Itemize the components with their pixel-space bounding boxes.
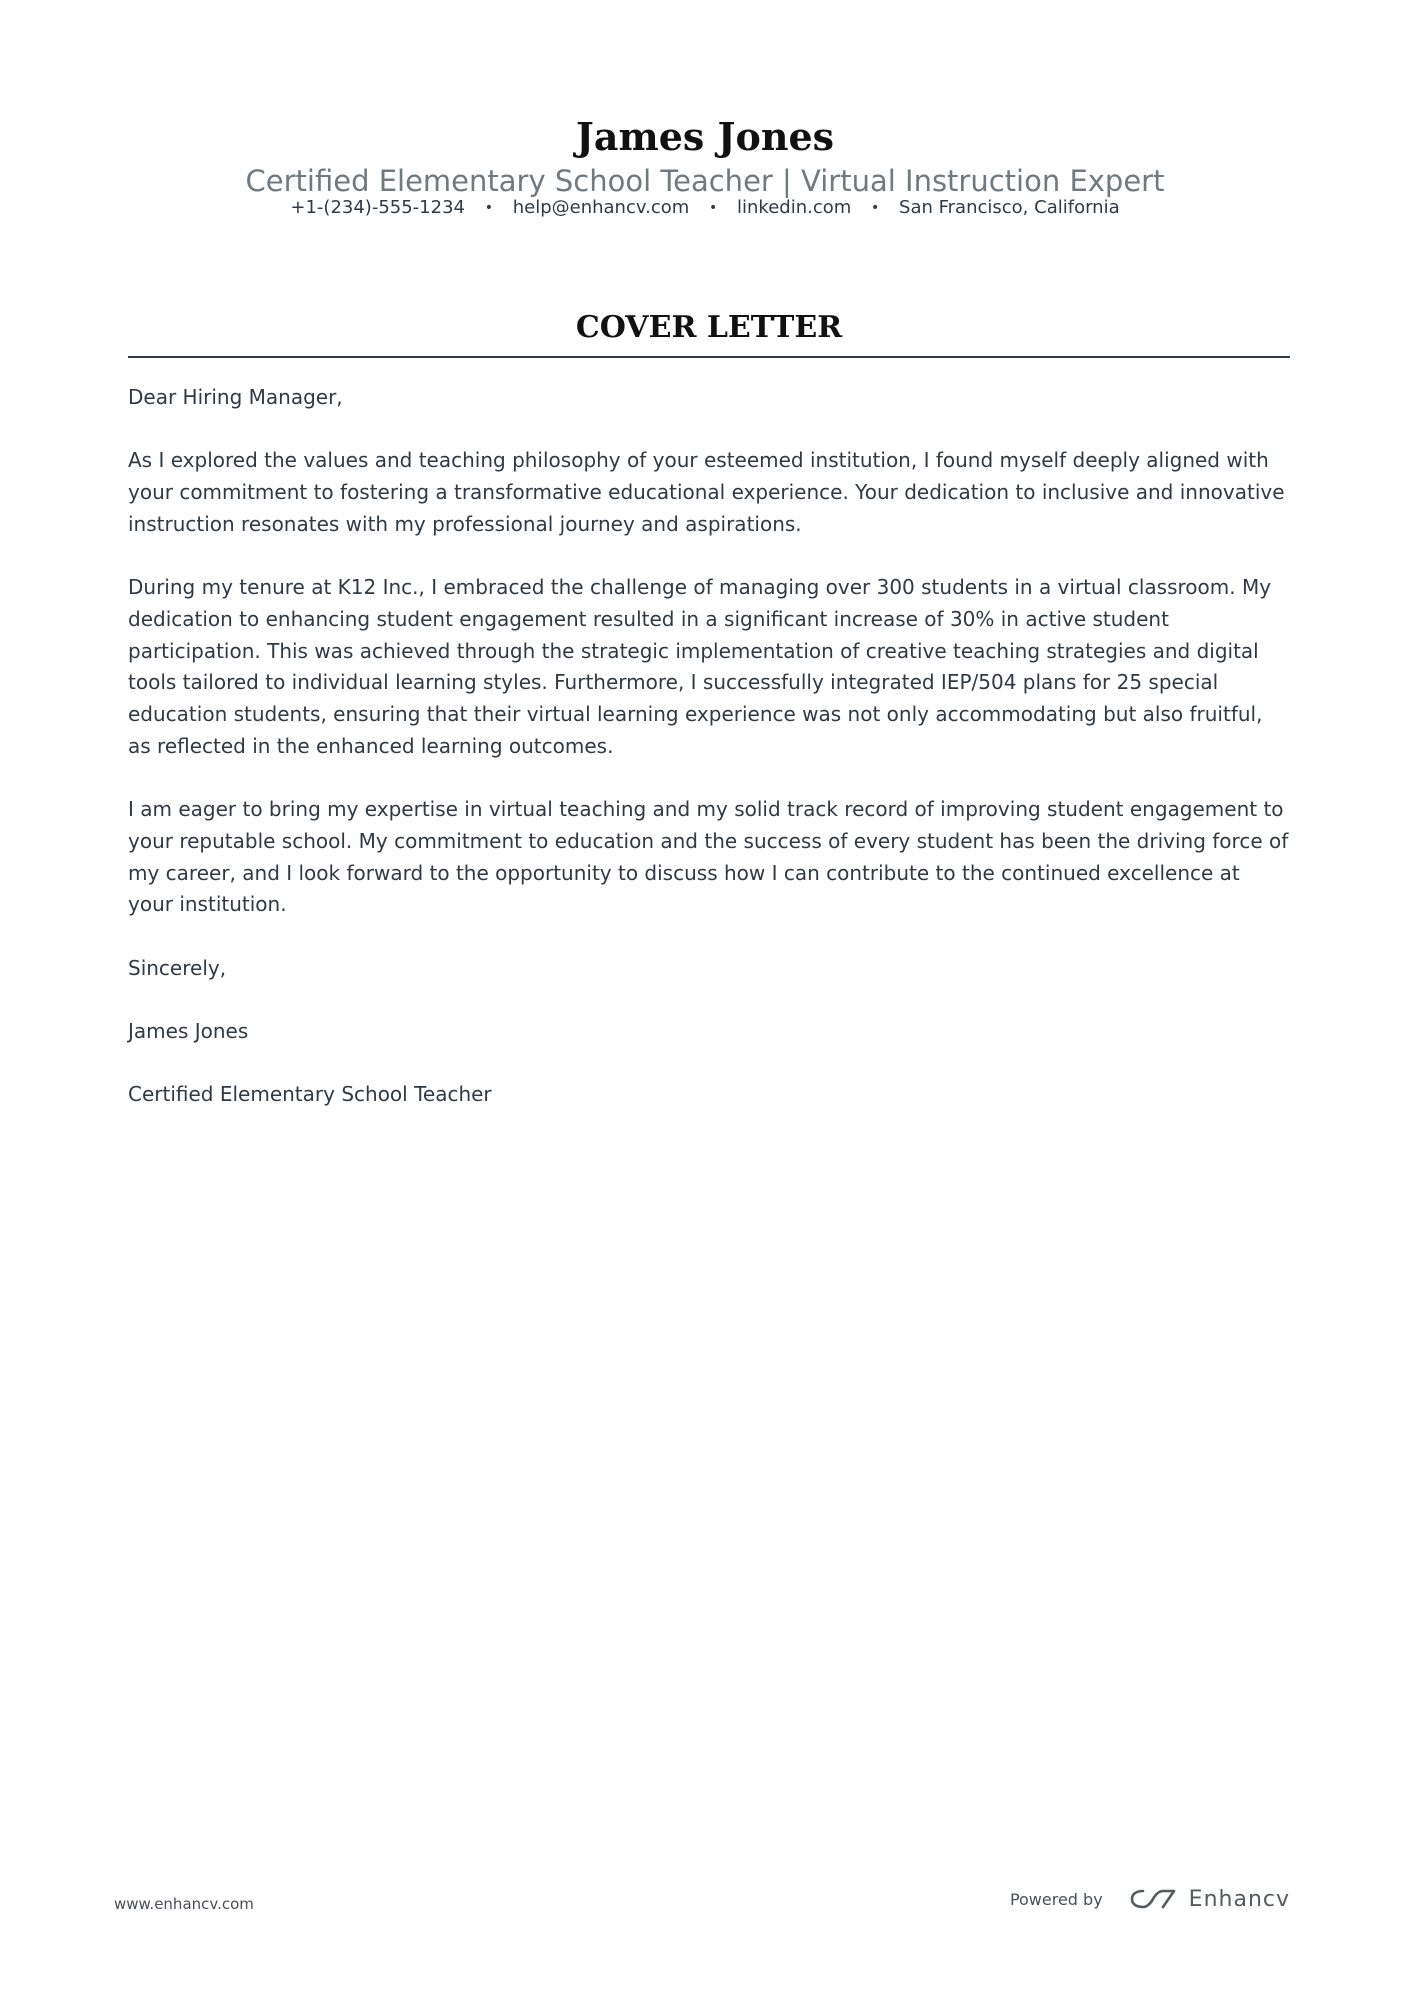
enhancv-brand[interactable]: Enhancv [1188, 1886, 1290, 1912]
signature-title: Certified Elementary School Teacher [128, 1082, 492, 1107]
candidate-name: James Jones [575, 114, 835, 159]
contact-phone: +1-(234)-555-1234 [290, 197, 465, 218]
contact-location: San Francisco, California [899, 197, 1120, 218]
footer-website[interactable]: www.enhancv.com [114, 1895, 254, 1913]
contact-separator: • [709, 200, 718, 216]
letter-closing: Sincerely, [128, 955, 227, 980]
contact-linkedin[interactable]: linkedin.com [737, 197, 852, 218]
signature-name: James Jones [128, 1018, 249, 1043]
letter-paragraph: As I explored the values and teaching philosophy of your esteemed institution, I found myself deeply aligned with your commitment to fostering a transformative educational experience. Your dedication to inclusive and innovative instruction resonates with my professional journey and aspirations. [128, 448, 1285, 536]
letter-paragraph: I am eager to bring my expertise in virtual teaching and my solid track record of improving student engagement to your reputable school. My commitment to education and the success of every student has been the driving force of my career, and I look forward to the opportunity to discuss how I can contribute to the continued excellence at your institution. [128, 797, 1289, 917]
candidate-title: Certified Elementary School Teacher | Virtual Instruction Expert [245, 164, 1165, 198]
contact-email[interactable]: help@enhancv.com [512, 197, 690, 218]
powered-by-label: Powered by [1009, 1889, 1103, 1909]
contact-separator: • [871, 200, 880, 216]
letter-greeting: Dear Hiring Manager, [128, 385, 343, 409]
section-title: COVER LETTER [128, 308, 1290, 358]
letter-paragraph: During my tenure at K12 Inc., I embraced the challenge of managing over 300 students in a virtual classroom. My dedication to enhancing student engagement resulted in a significant increase of 30% in active student participation. This was achieved through the strategic implementation of creative teaching strategies and digital tools tailored to individual learning styles. Furthermore, I successfully integrated IEP/504 plans for 25 special education students, ensuring that their virtual learning experience was not only accommodating but also fruitful, as reflected in the enhanced learning outcomes. [128, 575, 1272, 758]
cover-letter-section [128, 308, 1290, 1143]
letter-body [128, 382, 1290, 1111]
contact-separator: • [484, 200, 493, 216]
header [0, 112, 1410, 220]
footer-branding [1010, 1886, 1290, 1912]
contact-info [0, 196, 1410, 220]
enhancv-logo-icon [1129, 1886, 1177, 1912]
